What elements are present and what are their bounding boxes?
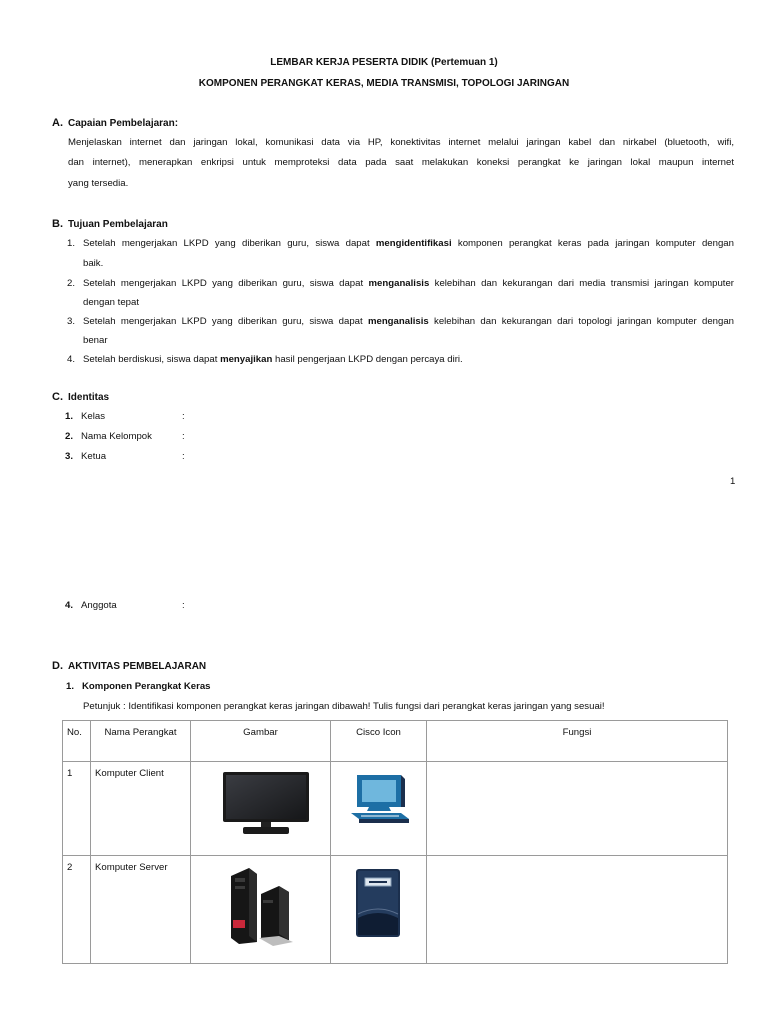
instruction-text: Petunjuk : Identifikasi komponen perangkat keras jaringan dibawah! Tulis fungsi dari perangkat keras jaringan yang sesuai! xyxy=(83,701,605,712)
row-2-image-cell xyxy=(191,856,331,964)
monitor-icon xyxy=(221,770,311,836)
section-a-heading: A. Capaian Pembelajaran: xyxy=(52,117,179,129)
objective-2-text: Setelah mengerjakan LKPD yang diberikan guru, siswa dapat menganalisis kelebihan dan kekurangan dari media transmisi jaringan komputer xyxy=(83,278,735,289)
row-1-cisco-cell xyxy=(331,762,427,856)
table-row xyxy=(63,856,728,964)
row-2-cisco-cell xyxy=(331,856,427,964)
identity-anggota: 4. Anggota xyxy=(65,600,117,611)
row-2-name: Komputer Server xyxy=(91,856,191,964)
identity-anggota-colon: : xyxy=(182,600,185,611)
objective-1-number: 1. xyxy=(67,238,76,249)
table-header-row xyxy=(63,721,728,762)
section-d-heading: D. AKTIVITAS PEMBELAJARAN xyxy=(52,660,207,672)
objective-3-number: 3. xyxy=(67,316,76,327)
section-c-heading: C. Identitas xyxy=(52,391,110,403)
server-tower-icon xyxy=(227,864,299,946)
row-2-fungsi[interactable] xyxy=(427,856,728,964)
header-cisco-icon: Cisco Icon xyxy=(331,721,427,762)
subsection-1-heading: 1. Komponen Perangkat Keras xyxy=(66,681,211,692)
section-a-line-2: dan internet), menerapkan enkripsi untuk memproteksi data pada saat melakukan koneksi perangkat ke jaringan lokal maupun internet xyxy=(68,157,734,168)
header-no: No. xyxy=(63,721,91,762)
objective-2-number: 2. xyxy=(67,278,76,289)
objective-1-continuation: baik. xyxy=(83,258,104,269)
header-nama-perangkat: Nama Perangkat xyxy=(91,721,191,762)
identity-kelas: 1. Kelas xyxy=(65,411,105,422)
worksheet-title: LEMBAR KERJA PESERTA DIDIK (Pertemuan 1) xyxy=(270,57,498,68)
page-number: 1 xyxy=(730,476,736,487)
hardware-table xyxy=(62,720,728,964)
row-1-no: 1 xyxy=(63,762,91,856)
objective-3-continuation: benar xyxy=(83,335,108,346)
objective-4-number: 4. xyxy=(67,354,76,365)
identity-ketua-colon: : xyxy=(182,451,185,462)
identity-kelas-colon: : xyxy=(182,411,185,422)
objective-1-text: Setelah mengerjakan LKPD yang diberikan guru, siswa dapat mengidentifikasi komponen perangkat keras pada jaringan komputer dengan xyxy=(83,238,734,249)
section-a-line-3: yang tersedia. xyxy=(68,178,129,189)
section-b-heading: B. Tujuan Pembelajaran xyxy=(52,218,168,230)
objective-2-continuation: dengan tepat xyxy=(83,297,140,308)
table-row xyxy=(63,762,728,856)
cisco-server-icon xyxy=(355,868,401,938)
objective-4-text: Setelah berdiskusi, siswa dapat menyajikan hasil pengerjaan LKPD dengan percaya diri. xyxy=(83,354,463,365)
cisco-pc-icon xyxy=(349,773,411,827)
row-1-image-cell xyxy=(191,762,331,856)
row-1-fungsi[interactable] xyxy=(427,762,728,856)
worksheet-subtitle: KOMPONEN PERANGKAT KERAS, MEDIA TRANSMISI, TOPOLOGI JARINGAN xyxy=(198,78,570,89)
section-a-line-1: Menjelaskan internet dan jaringan lokal, komunikasi data via HP, konektivitas internet melalui jaringan kabel dan nirkabel (bluetooth, wifi, xyxy=(68,137,734,148)
row-2-no: 2 xyxy=(63,856,91,964)
row-1-name: Komputer Client xyxy=(91,762,191,856)
header-gambar: Gambar xyxy=(191,721,331,762)
identity-ketua: 3. Ketua xyxy=(65,451,107,462)
header-fungsi: Fungsi xyxy=(427,721,728,762)
identity-nama-kelompok: 2. Nama Kelompok xyxy=(65,431,152,442)
identity-nama-kelompok-colon: : xyxy=(182,431,185,442)
objective-3-text: Setelah mengerjakan LKPD yang diberikan guru, siswa dapat menganalisis kelebihan dan kekurangan dari topologi jaringan komputer dengan xyxy=(83,316,735,327)
